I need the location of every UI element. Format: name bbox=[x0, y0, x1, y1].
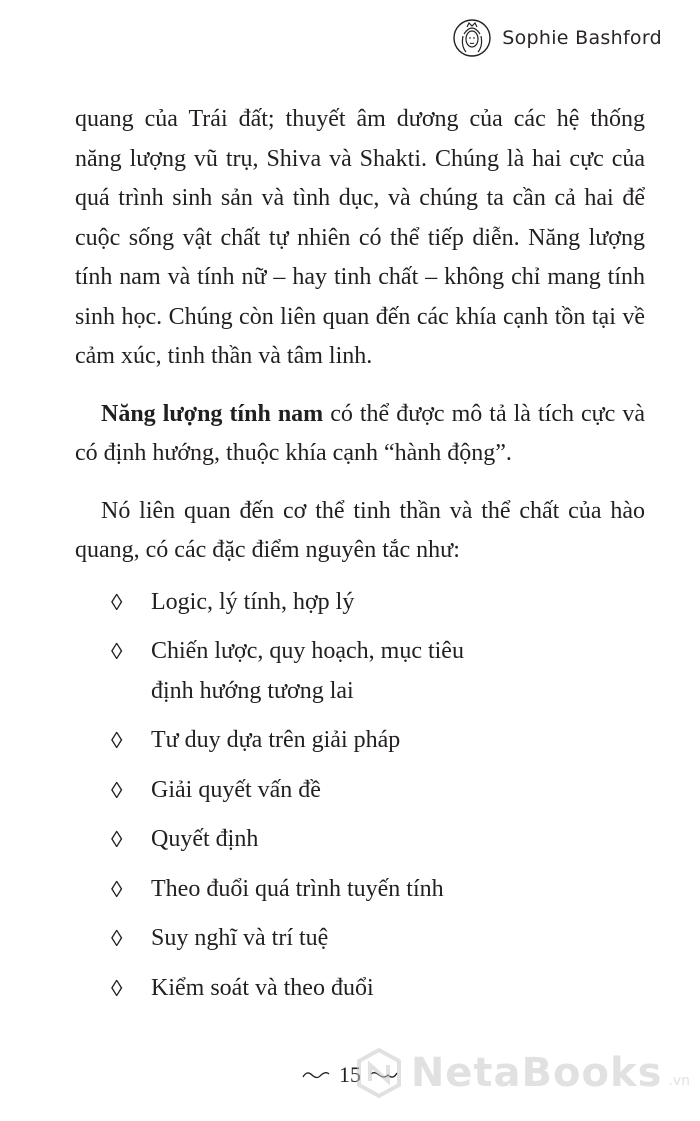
watermark-text: NetaBooks bbox=[410, 1050, 663, 1096]
page-body bbox=[75, 100, 645, 1018]
left-swash-ornament-icon bbox=[301, 1068, 331, 1082]
list-item bbox=[111, 969, 645, 1009]
paragraph-characteristics-intro: Nó liên quan đến cơ thể tinh thần và thể chất của hào quang, có các đặc điểm nguyên tắc như: bbox=[75, 497, 645, 563]
page-number: 15 bbox=[339, 1062, 361, 1087]
list-item-text: Suy nghĩ và trí tuệ bbox=[151, 925, 329, 951]
list-item bbox=[111, 870, 645, 910]
list-item bbox=[111, 919, 645, 959]
author-name: Sophie Bashford bbox=[502, 27, 662, 49]
watermark-suffix: .vn bbox=[668, 1073, 690, 1089]
diamond-bullet-icon: ◊ bbox=[111, 777, 123, 803]
netabooks-logo-icon bbox=[353, 1047, 405, 1099]
diamond-bullet-icon: ◊ bbox=[111, 589, 123, 615]
paragraph-masculine-energy bbox=[75, 395, 645, 474]
characteristics-list bbox=[75, 583, 645, 1009]
list-item bbox=[111, 632, 645, 711]
list-item-text: Chiến lược, quy hoạch, mục tiêu định hướng tương lai bbox=[151, 638, 464, 704]
list-item bbox=[111, 721, 645, 761]
diamond-bullet-icon: ◊ bbox=[111, 827, 123, 852]
list-item-text: Giải quyết vấn đề bbox=[151, 776, 321, 803]
diamond-bullet-icon: ◊ bbox=[111, 876, 123, 902]
paragraph-continuation: quang của Trái đất; thuyết âm dương của các hệ thống năng lượng vũ trụ, Shiva và Shakti. Chúng là hai cực của quá trình sinh sản và tình dục, và chúng ta cần cả hai để cuộc sống vật chất tự nhiên có thể tiếp diễn. Năng lượng tính nam và tính nữ – hay tinh chất – không chỉ mang tính sinh học. Chúng còn liên quan đến các khía cạnh tồn tại về cảm xúc, tinh thần và tâm linh. bbox=[75, 106, 645, 369]
list-item-text: Logic, lý tính, hợp lý bbox=[151, 588, 355, 615]
diamond-bullet-icon: ◊ bbox=[111, 926, 123, 951]
list-item-text: Kiểm soát và theo đuổi bbox=[151, 974, 374, 1001]
list-item-text: Theo đuổi quá trình tuyến tính bbox=[151, 875, 444, 902]
diamond-bullet-icon: ◊ bbox=[111, 975, 123, 1001]
running-header bbox=[452, 18, 662, 58]
goddess-face-icon bbox=[452, 18, 492, 58]
list-item bbox=[111, 583, 645, 623]
diamond-bullet-icon: ◊ bbox=[111, 728, 123, 753]
list-item-text: Tư duy dựa trên giải pháp bbox=[151, 727, 401, 753]
list-item-text: Quyết định bbox=[151, 826, 259, 852]
netabooks-watermark bbox=[353, 1047, 690, 1099]
paragraph-text: có thể được mô tả là tích cực và có định hướng, thuộc khía cạnh “hành động”. bbox=[75, 400, 645, 466]
list-item bbox=[111, 820, 645, 860]
list-item bbox=[111, 771, 645, 811]
diamond-bullet-icon: ◊ bbox=[111, 639, 123, 664]
bold-term: Năng lượng tính nam bbox=[101, 400, 324, 427]
